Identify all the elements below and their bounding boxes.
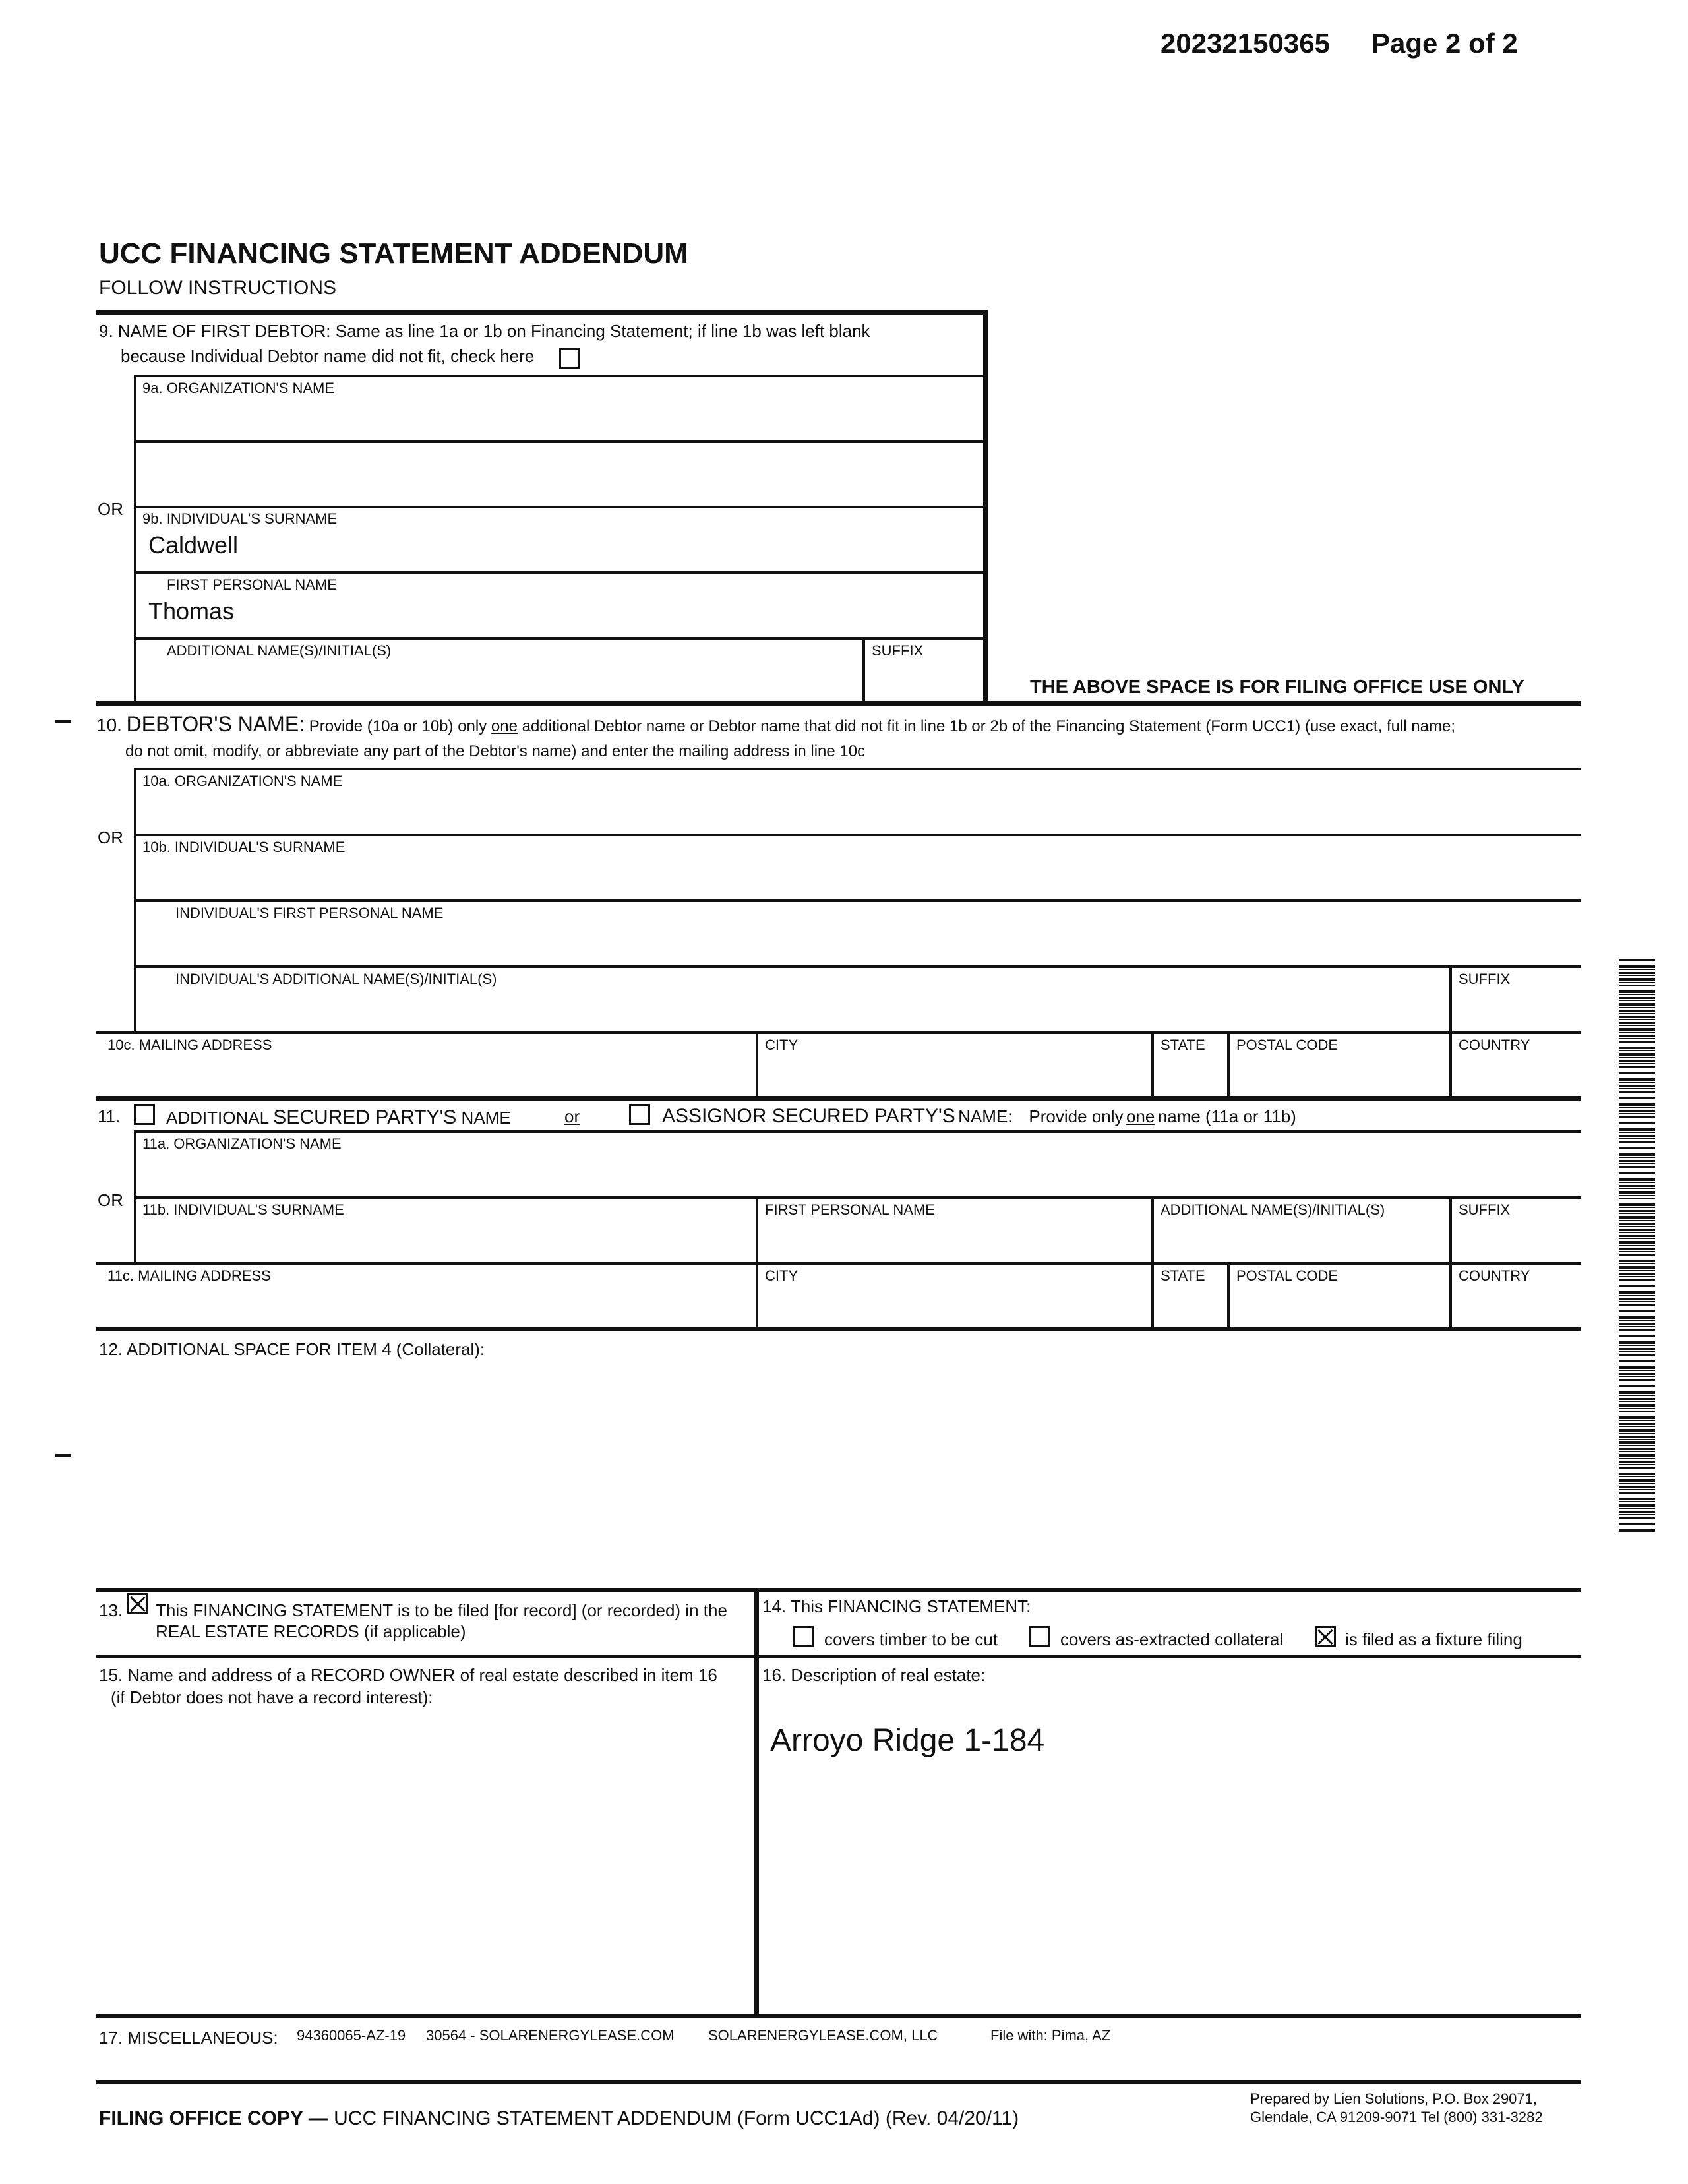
item9b-label: 9b. INDIVIDUAL'S SURNAME bbox=[142, 510, 338, 527]
item9-top-border bbox=[96, 310, 988, 315]
divider bbox=[96, 1031, 1581, 1034]
item11-provide-post: name (11a or 11b) bbox=[1157, 1107, 1296, 1126]
item13-number: 13. bbox=[99, 1600, 123, 1620]
item17-ref3: SOLARENERGYLEASE.COM, LLC bbox=[708, 2027, 938, 2044]
divider bbox=[134, 571, 984, 574]
item11-option2-label: ASSIGNOR SECURED PARTY'S bbox=[662, 1105, 955, 1127]
item12-label: 12. ADDITIONAL SPACE FOR ITEM 4 (Collateral): bbox=[99, 1339, 485, 1359]
item9-checkbox[interactable] bbox=[559, 348, 580, 369]
divider bbox=[134, 834, 1581, 836]
item10-number: 10. bbox=[96, 715, 122, 735]
item11-country-label: COUNTRY bbox=[1459, 1267, 1530, 1284]
item9-additional-label: ADDITIONAL NAME(S)/INITIAL(S) bbox=[167, 642, 392, 659]
item10-country-label: COUNTRY bbox=[1459, 1037, 1530, 1053]
item9-label: 9. NAME OF FIRST DEBTOR: Same as line 1a or 1b on Financing Statement; if line 1b was left blank bbox=[99, 321, 870, 341]
item11-option1-a: ADDITIONAL bbox=[166, 1108, 269, 1128]
item11a-label: 11a. ORGANIZATION'S NAME bbox=[142, 1136, 342, 1152]
divider bbox=[756, 1031, 758, 1097]
item13-top-border bbox=[96, 1588, 1581, 1592]
footer-copy-bold: FILING OFFICE COPY — bbox=[99, 2108, 328, 2129]
item17-label: 17. MISCELLANEOUS: bbox=[99, 2028, 278, 2048]
margin-mark bbox=[55, 720, 71, 723]
item16-real-estate-value: Arroyo Ridge 1-184 bbox=[770, 1723, 1045, 1758]
footer-copy bbox=[99, 2108, 1019, 2130]
footer-prepared-line1: Prepared by Lien Solutions, P.O. Box 29071, bbox=[1250, 2090, 1537, 2107]
item10-header bbox=[96, 712, 1455, 737]
divider bbox=[134, 440, 984, 443]
item17-top-border bbox=[96, 2014, 1581, 2018]
form-title: UCC FINANCING STATEMENT ADDENDUM bbox=[99, 237, 688, 270]
item15-label: 15. Name and address of a RECORD OWNER of real estate described in item 16 bbox=[99, 1665, 717, 1685]
divider bbox=[134, 899, 1581, 902]
item10-desc-post: additional Debtor name or Debtor name that did not fit in line 1b or 2b of the Financing Statement (Form UCC1) (use exact, full name; bbox=[522, 717, 1455, 735]
divider bbox=[134, 375, 984, 377]
item9b-surname-value: Caldwell bbox=[148, 531, 239, 559]
item17-ref1: 94360065-AZ-19 bbox=[297, 2027, 406, 2044]
item11-first-label: FIRST PERSONAL NAME bbox=[765, 1201, 935, 1218]
item11-additional-label: ADDITIONAL NAME(S)/INITIAL(S) bbox=[1160, 1201, 1385, 1218]
footer-prepared-line2: Glendale, CA 91209-9071 Tel (800) 331-3282 bbox=[1250, 2109, 1543, 2125]
item13-checkbox[interactable] bbox=[127, 1593, 148, 1614]
item10-state-label: STATE bbox=[1160, 1037, 1205, 1053]
item11-option1-b: SECURED PARTY'S bbox=[273, 1107, 457, 1128]
item11-or: or bbox=[564, 1107, 580, 1126]
divider bbox=[862, 637, 865, 702]
item14-timber-label: covers timber to be cut bbox=[824, 1629, 998, 1649]
item9-label-2: because Individual Debtor name did not fit, check here bbox=[121, 346, 535, 366]
item10-title: DEBTOR'S NAME: bbox=[126, 712, 305, 736]
item9a-label: 9a. ORGANIZATION'S NAME bbox=[142, 380, 335, 396]
margin-mark bbox=[55, 1454, 71, 1457]
footer-copy-rest: UCC FINANCING STATEMENT ADDENDUM (Form UCC1Ad) (Rev. 04/20/11) bbox=[334, 2108, 1019, 2129]
divider bbox=[134, 965, 1581, 968]
item11-provide-pre: Provide only bbox=[1029, 1107, 1124, 1126]
item11-city-label: CITY bbox=[765, 1267, 799, 1284]
item11-top-border bbox=[96, 1096, 1581, 1101]
divider bbox=[96, 1655, 1581, 1658]
item17-ref4: File with: Pima, AZ bbox=[990, 2027, 1111, 2044]
item10-city-label: CITY bbox=[765, 1037, 799, 1053]
divider bbox=[134, 1130, 1581, 1133]
item9-first-name-value: Thomas bbox=[148, 597, 235, 624]
item11-option1 bbox=[166, 1107, 511, 1129]
item10-desc-pre: Provide (10a or 10b) only bbox=[309, 717, 487, 735]
item10-or: OR bbox=[98, 828, 123, 847]
item10-desc-one: one bbox=[491, 717, 518, 735]
item11b-label: 11b. INDIVIDUAL'S SURNAME bbox=[142, 1201, 344, 1218]
item11-state-label: STATE bbox=[1160, 1267, 1205, 1284]
item16-label: 16. Description of real estate: bbox=[762, 1665, 986, 1685]
item11-assignor-checkbox[interactable] bbox=[629, 1104, 650, 1125]
footer-top-border bbox=[96, 2080, 1581, 2084]
item11-or-label: OR bbox=[98, 1190, 123, 1210]
divider bbox=[1227, 1031, 1230, 1097]
item13-text-2: REAL ESTATE RECORDS (if applicable) bbox=[156, 1622, 466, 1641]
item10c-label: 10c. MAILING ADDRESS bbox=[107, 1037, 272, 1053]
page-indicator: Page 2 of 2 bbox=[1372, 28, 1518, 59]
item11-option2 bbox=[662, 1105, 1296, 1128]
follow-instructions: FOLLOW INSTRUCTIONS bbox=[99, 277, 337, 299]
item10-additional-label: INDIVIDUAL'S ADDITIONAL NAME(S)/INITIAL(S) bbox=[175, 971, 497, 987]
item11-option2-name: NAME: bbox=[958, 1107, 1013, 1126]
item14-label: 14. This FINANCING STATEMENT: bbox=[762, 1596, 1031, 1616]
divider bbox=[1227, 1262, 1230, 1328]
item14-timber-checkbox[interactable] bbox=[793, 1626, 814, 1647]
item11-number: 11. bbox=[98, 1107, 121, 1126]
item10a-label: 10a. ORGANIZATION'S NAME bbox=[142, 773, 343, 789]
item13-text: This FINANCING STATEMENT is to be filed [for record] (or recorded) in the bbox=[156, 1600, 727, 1620]
item14-fixture-label: is filed as a fixture filing bbox=[1345, 1629, 1522, 1649]
item14-fixture-checkbox[interactable] bbox=[1315, 1626, 1336, 1647]
center-divider bbox=[754, 1588, 759, 2014]
item11-provide-one: one bbox=[1126, 1107, 1155, 1126]
divider bbox=[134, 375, 136, 702]
item10-postal-label: POSTAL CODE bbox=[1236, 1037, 1339, 1053]
item11-postal-label: POSTAL CODE bbox=[1236, 1267, 1339, 1284]
divider bbox=[134, 768, 1581, 770]
filing-number: 20232150365 bbox=[1160, 28, 1330, 59]
item9-first-label: FIRST PERSONAL NAME bbox=[167, 576, 337, 593]
item10b-label: 10b. INDIVIDUAL'S SURNAME bbox=[142, 839, 346, 855]
item11c-label: 11c. MAILING ADDRESS bbox=[107, 1267, 271, 1284]
item9-suffix-label: SUFFIX bbox=[872, 642, 924, 659]
divider bbox=[96, 1262, 1581, 1265]
barcode-graphic bbox=[1619, 959, 1655, 1533]
item11-additional-checkbox[interactable] bbox=[134, 1104, 155, 1125]
divider bbox=[134, 506, 984, 508]
divider bbox=[134, 1196, 1581, 1199]
item14-extracted-checkbox[interactable] bbox=[1029, 1626, 1050, 1647]
item17-ref2: 30564 - SOLARENERGYLEASE.COM bbox=[426, 2027, 675, 2044]
item10-top-border bbox=[96, 701, 1581, 706]
item10-desc-line2: do not omit, modify, or abbreviate any part of the Debtor's name) and enter the mailing address in line 10c bbox=[125, 743, 866, 760]
filing-office-note: THE ABOVE SPACE IS FOR FILING OFFICE USE ONLY bbox=[1030, 677, 1524, 698]
divider bbox=[134, 637, 984, 640]
item10-first-label: INDIVIDUAL'S FIRST PERSONAL NAME bbox=[175, 905, 444, 921]
item10-suffix-label: SUFFIX bbox=[1459, 971, 1511, 987]
item14-extracted-label: covers as-extracted collateral bbox=[1060, 1629, 1284, 1649]
divider bbox=[1151, 1031, 1154, 1097]
item12-top-border bbox=[96, 1327, 1581, 1331]
item11-suffix-label: SUFFIX bbox=[1459, 1201, 1511, 1218]
item15-label-2: (if Debtor does not have a record interest): bbox=[111, 1687, 433, 1707]
item9-or: OR bbox=[98, 499, 123, 519]
item11-option1-c: NAME bbox=[461, 1108, 511, 1128]
